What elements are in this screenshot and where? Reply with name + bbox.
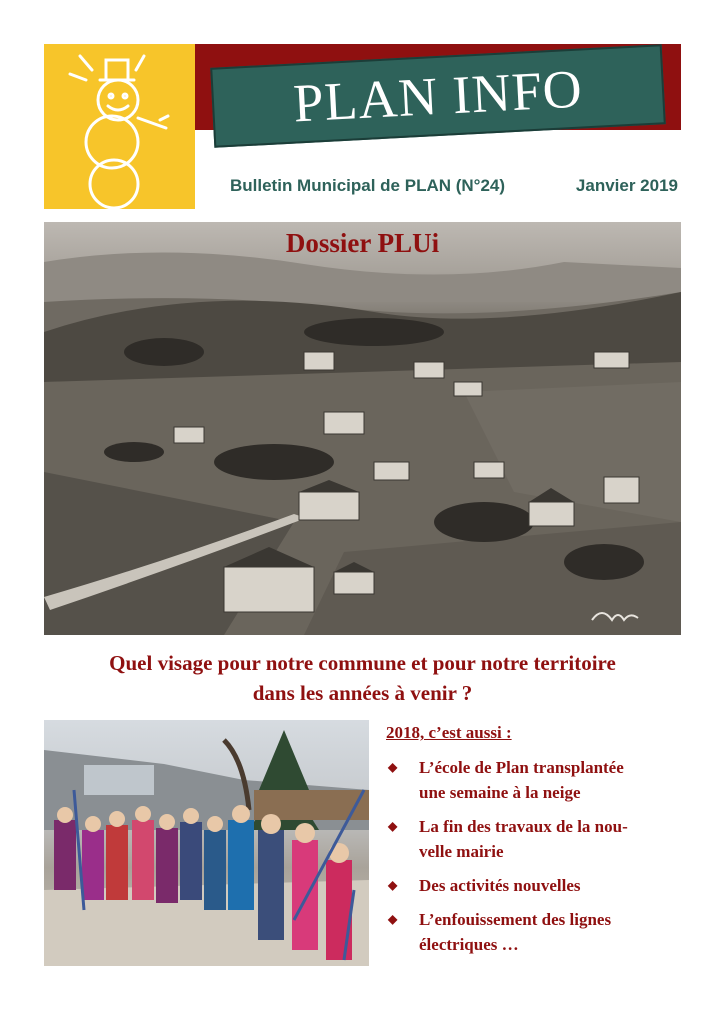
list-item: ◆ Des activités nouvelles: [386, 873, 686, 898]
diamond-bullet-icon: ◆: [388, 760, 398, 774]
bulletin-label: Bulletin Municipal de PLAN (N°24): [230, 176, 506, 195]
tagline-line-2: dans les années à venir ?: [252, 681, 473, 705]
children-ski-photo: [44, 720, 369, 966]
issue-date: Janvier 2019: [575, 176, 678, 195]
diamond-bullet-icon: ◆: [388, 912, 398, 926]
list-item: ◆ L’école de Plan transplantée une semaine à la neige: [386, 755, 686, 805]
news-heading: 2018, c’est aussi :: [386, 723, 512, 742]
village-aerial-photo: [44, 222, 681, 635]
page-title: PLAN INFO: [291, 58, 585, 134]
list-item: ◆ La fin des travaux de la nou- velle mairie: [386, 814, 686, 864]
logo: [44, 44, 195, 209]
tagline: [44, 648, 681, 708]
diamond-bullet-icon: ◆: [388, 819, 398, 833]
diamond-bullet-icon: ◆: [388, 878, 398, 892]
tagline-line-1: Quel visage pour notre commune et pour notre territoire: [109, 651, 616, 675]
snowman-icon: [44, 44, 195, 209]
dossier-title: Dossier PLUi: [285, 228, 440, 258]
news-list: [386, 755, 686, 966]
list-item: ◆ L’enfouissement des lignes électriques …: [386, 907, 686, 957]
